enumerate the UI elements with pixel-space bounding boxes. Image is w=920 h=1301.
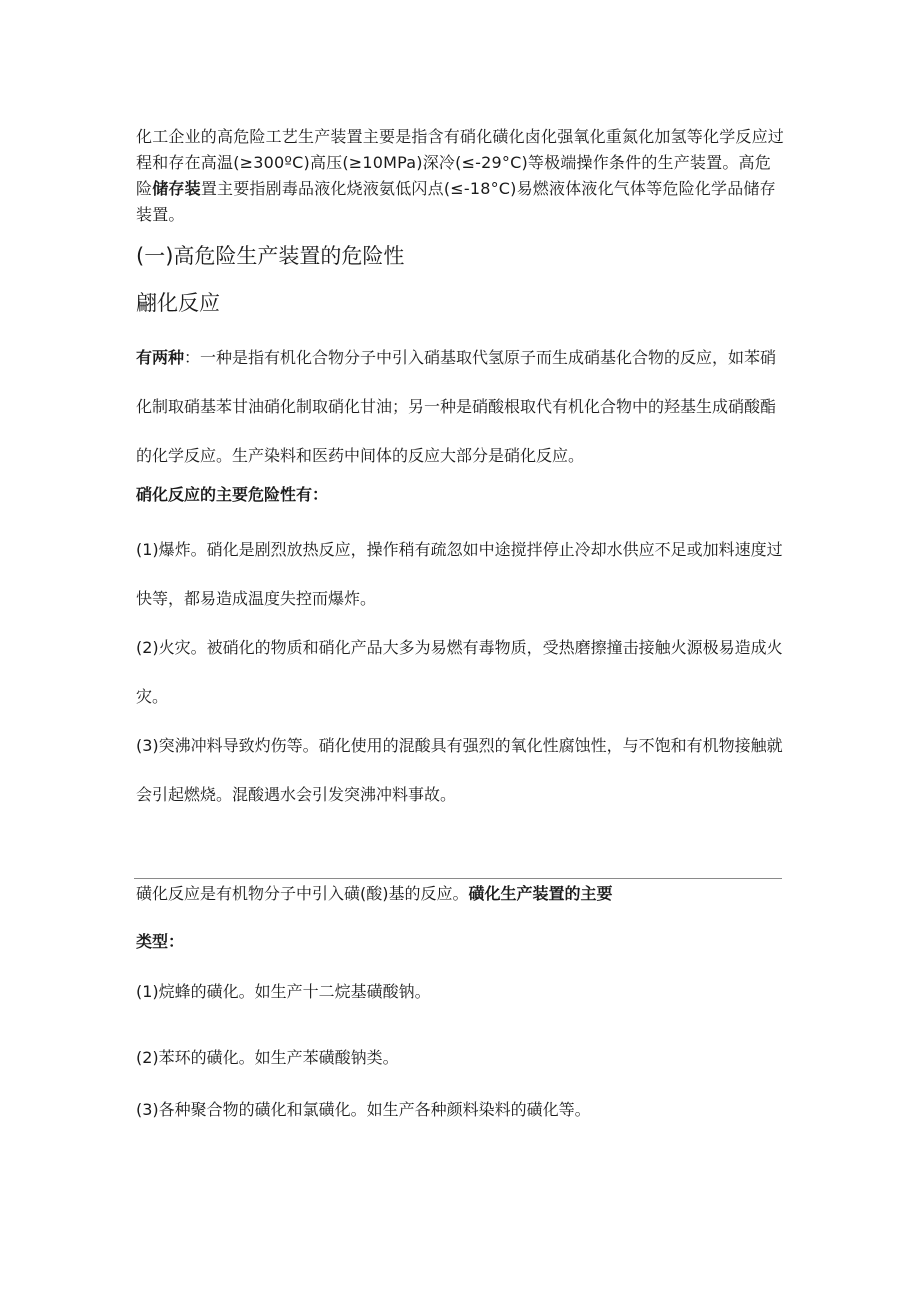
type-item-benzene: (2)苯环的磺化。如生产苯磺酸钠类。	[136, 1048, 399, 1067]
intro-text-part2: 置主要指剧毒品液化烧液氨低闪点(≤-18°C)易燃液体液化气体等危险化学品储存装置。	[136, 179, 776, 224]
sulfonation-intro-bold: 磺化生产装置的主要	[468, 884, 613, 903]
intro-paragraph	[136, 124, 786, 228]
subsection-heading: 翩化反应	[136, 291, 220, 315]
definition-label: 有两种	[136, 348, 185, 367]
sulfonation-intro-text: 磺化反应是有机物分子中引入磺(酸)基的反应。	[136, 884, 469, 903]
hazard-item-bumping: (3)突沸冲料导致灼伤等。硝化使用的混酸具有强烈的氧化性腐蚀性，与不饱和有机物接触就会引起燃烧。混酸遇水会引发突沸冲料事故。	[136, 736, 783, 804]
intro-bold-term: 储存装	[152, 179, 201, 198]
hazard-item-fire: (2)火灾。被硝化的物质和硝化产品大多为易燃有毒物质，受热磨擦撞击接触火源极易造成火灾。	[136, 638, 783, 706]
section-divider	[134, 878, 782, 879]
hazards-heading: 硝化反应的主要危险性有：	[136, 485, 329, 504]
section-heading: (一)高危险生产装置的危险性	[136, 244, 405, 268]
intro-text-part1: 化工企业的高危险工艺生产装置主要是指含有硝化磺化卤化强氧化重氮化加氢等化学反应过程和存在高温(≥300ºC)高压(≥10MPa)深冷(≤-29°C)等极端操作条件的生产装置。高危险	[136, 127, 785, 198]
types-heading: 类型：	[136, 932, 185, 951]
definition-text: ：一种是指有机化合物分子中引入硝基取代氢原子而生成硝基化合物的反应，如苯硝化制取硝基苯甘油硝化制取硝化甘油；另一种是硝酸根取代有机化合物中的羟基生成硝酸酯的化学反应。生产染料和医药中间体的反应大部分是硝化反应。	[136, 348, 777, 465]
hazard-item-explosion: (1)爆炸。硝化是剧烈放热反应，操作稍有疏忽如中途搅拌停止冷却水供应不足或加料速度过快等，都易造成温度失控而爆炸。	[136, 540, 783, 608]
sulfonation-intro	[136, 882, 613, 906]
nitration-definition	[136, 333, 786, 480]
type-item-polymer: (3)各种聚合物的磺化和氯磺化。如生产各种颜料染料的磺化等。	[136, 1100, 591, 1119]
type-item-alkane: (1)烷蜂的磺化。如生产十二烷基磺酸钠。	[136, 982, 431, 1001]
